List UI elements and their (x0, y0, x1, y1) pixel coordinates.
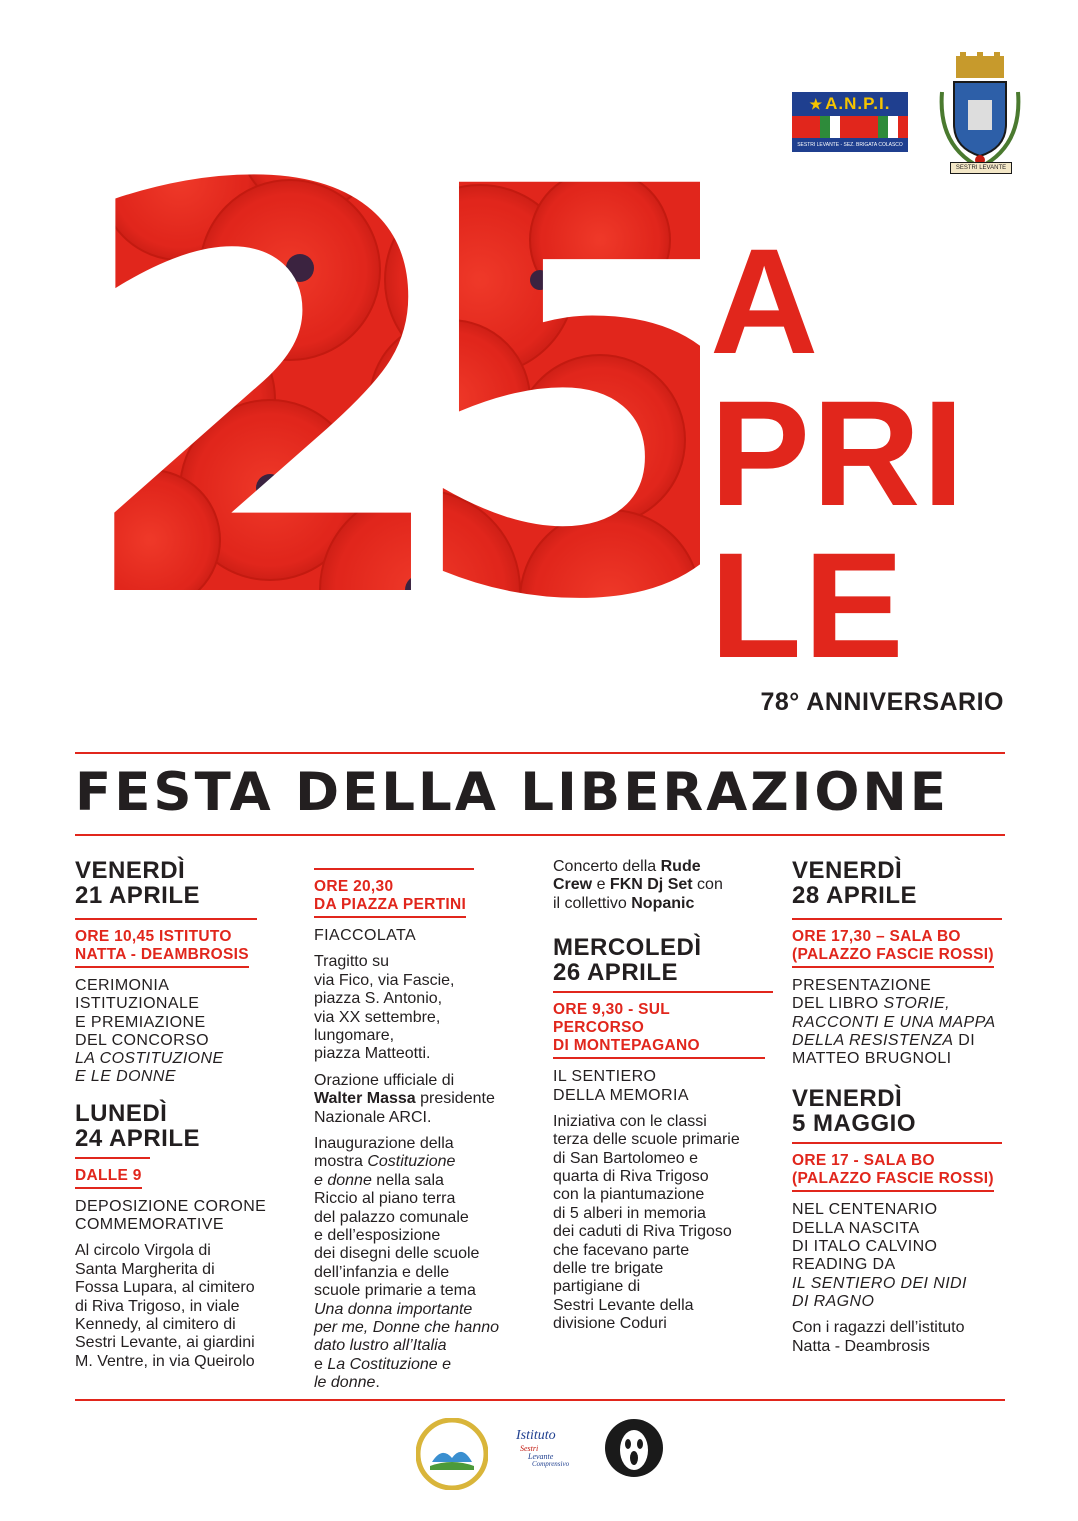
desc-line: Iniziativa con le classi (553, 1112, 707, 1130)
event-title (792, 977, 1007, 1068)
hero-25-poppies (60, 70, 700, 710)
day-date: 28 APRILE (792, 882, 917, 909)
event-italic: IL SENTIERO DEI NIDI (792, 1274, 967, 1292)
anpi-subtitle: SESTRI LEVANTE - SEZ. BRIGATA COLASCO (792, 138, 908, 152)
desc-line: di 5 alberi in memoria (553, 1204, 706, 1222)
istituto-type: Comprensivo (532, 1460, 570, 1468)
desc-text: Concerto della (553, 858, 661, 875)
day-date: 21 APRILE (75, 882, 200, 909)
day-name: VENERDÌ (792, 857, 903, 884)
day-date: 5 MAGGIO (792, 1110, 917, 1138)
desc-line: Riccio al piano terra (314, 1190, 456, 1208)
location-line: DA PIAZZA PERTINI (314, 896, 466, 918)
desc-line: Nazionale ARCI. (314, 1108, 432, 1126)
desc-italic: le donne (314, 1374, 376, 1392)
istituto-city: Sestri (520, 1444, 539, 1453)
event-line: DELLA NASCITA (792, 1219, 920, 1237)
istituto-label: Istituto (516, 1428, 556, 1443)
desc-line: del palazzo comunale (314, 1208, 469, 1226)
desc-line: piazza S. Antonio, (314, 990, 443, 1008)
title-rule-top (75, 752, 1005, 754)
event-text: DI (953, 1031, 976, 1049)
desc-line: e dell’esposizione (314, 1226, 441, 1244)
concert-description (553, 858, 773, 913)
time-line: ORE 10,45 ISTITUTO (75, 928, 232, 945)
star-icon: ★ (809, 95, 824, 112)
column-2 (314, 868, 539, 1393)
desc-italic: La Costituzione e (327, 1355, 451, 1373)
day-name: VENERDÌ (75, 857, 186, 884)
desc-line: via XX settembre, (314, 1008, 441, 1026)
date-heading (75, 1101, 295, 1151)
event-line-italic: E LE DONNE (75, 1068, 176, 1086)
istituto-city-2: Levante (528, 1452, 554, 1461)
exhibition-description (314, 1135, 539, 1393)
time-location (553, 991, 773, 1059)
column-4 (792, 858, 1007, 1356)
desc-line: Kennedy, al cimitero di (75, 1316, 236, 1333)
day-name: LUNEDÌ (75, 1099, 168, 1127)
event-line: DI ITALO CALVINO (792, 1238, 938, 1256)
footer-logo-3 (604, 1418, 664, 1483)
desc-line: partigiane di (553, 1278, 641, 1296)
aprile-line-1: A (710, 217, 821, 385)
column-1 (75, 858, 295, 1371)
event-title (75, 1198, 295, 1235)
event-line: DELLA MEMORIA (553, 1086, 689, 1104)
event-line: E PREMIAZIONE (75, 1013, 206, 1031)
desc-italic: Una donna importante (314, 1300, 473, 1318)
aprile-word (710, 217, 1010, 689)
event-italic: DELLA RESISTENZA (792, 1031, 954, 1049)
event-description (75, 1242, 295, 1371)
location-line: (PALAZZO FASCIE ROSSI) (792, 1170, 994, 1192)
event-text: DEL LIBRO (792, 995, 884, 1013)
desc-line: M. Ventre, in via Queirolo (75, 1352, 255, 1370)
desc-line: piazza Matteotti. (314, 1045, 431, 1063)
event-line: DEL CONCORSO (75, 1031, 210, 1049)
desc-line: Fossa Lupara, al cimitero (75, 1279, 255, 1297)
desc-line: che facevano parte (553, 1241, 690, 1259)
desc-line: via Fico, via Fascie, (314, 971, 455, 989)
desc-line: dei caduti di Riva Trigoso (553, 1223, 732, 1241)
footer-logo-1 (416, 1418, 488, 1495)
route-description (314, 953, 539, 1063)
event-italic: RACCONTI E UNA MAPPA (792, 1013, 996, 1031)
location-line: (PALAZZO FASCIE ROSSI) (792, 946, 994, 968)
desc-line: di San Bartolomeo e (553, 1149, 698, 1167)
event-title (792, 1201, 1007, 1311)
date-heading (792, 858, 1007, 908)
desc-line: Tragitto su (314, 953, 389, 971)
location-line: DI MONTEPAGANO (553, 1037, 765, 1059)
time-line: ORE 17 - SALA BO (792, 1152, 935, 1170)
footer-rule (75, 1399, 1005, 1401)
day-name: VENERDÌ (792, 1085, 903, 1113)
event-line: READING DA (792, 1256, 896, 1274)
event-line: IL SENTIERO (553, 1068, 657, 1086)
time-line: ORE 9,30 - SUL PERCORSO (553, 1001, 670, 1037)
event-line: MATTEO BRUGNOLI (792, 1050, 952, 1068)
desc-line: delle tre brigate (553, 1260, 664, 1278)
desc-italic: Costituzione (367, 1153, 456, 1171)
title-rule-bottom (75, 834, 1005, 836)
desc-line: Inaugurazione della (314, 1134, 454, 1152)
event-line: ISTITUZIONALE (75, 995, 200, 1013)
date-heading (792, 1086, 1007, 1136)
desc-text: il collettivo (553, 894, 632, 912)
event-line: NEL CENTENARIO (792, 1201, 938, 1219)
desc-line: terza delle scuole primarie (553, 1131, 740, 1149)
event-line: CERIMONIA (75, 977, 170, 994)
desc-line: Sestri Levante, ai giardini (75, 1334, 255, 1352)
crest-icon (934, 52, 1026, 174)
desc-text: e (592, 876, 610, 894)
desc-italic: e donne (314, 1171, 372, 1189)
desc-line: Con i ragazzi dell’istituto (792, 1319, 965, 1337)
event-description (792, 1319, 1007, 1356)
desc-line: Sestri Levante della (553, 1296, 694, 1314)
day-date: 26 APRILE (553, 959, 678, 987)
speech-description (314, 1072, 539, 1127)
time-location (75, 918, 257, 968)
event-description (553, 1113, 773, 1334)
desc-line: Santa Margherita di (75, 1260, 215, 1278)
desc-text: nella sala (371, 1171, 444, 1189)
day-name: MERCOLEDÌ (553, 934, 702, 962)
page-title: FESTA DELLA LIBERAZIONE (75, 762, 949, 823)
time-location (75, 1157, 150, 1189)
time-location (792, 918, 1002, 968)
desc-line: scuole primarie a tema (314, 1282, 476, 1300)
comune-crest-logo (934, 52, 1026, 174)
event-line-italic: LA COSTITUZIONE (75, 1050, 224, 1068)
desc-line: dei disegni delle scuole (314, 1245, 480, 1263)
desc-line: Al circolo Virgola di (75, 1242, 211, 1260)
aprile-line-3: LE (710, 521, 906, 689)
speaker-name: Walter Massa (314, 1090, 416, 1108)
desc-text: presidente (415, 1090, 495, 1108)
desc-italic: dato lustro all’Italia (314, 1337, 447, 1355)
day-date: 24 APRILE (75, 1124, 200, 1152)
band-name: FKN Dj Set (609, 876, 693, 894)
desc-italic: per me, Donne che hanno (314, 1319, 500, 1337)
band-name: Rude (660, 858, 701, 875)
desc-text: mostra (314, 1153, 368, 1171)
band-name: Crew (553, 876, 593, 894)
event-title: FIACCOLATA (314, 927, 417, 944)
anniversary-label: 78° ANNIVERSARIO (760, 688, 1004, 716)
desc-text: . (375, 1374, 380, 1392)
event-line: COMMEMORATIVE (75, 1216, 224, 1234)
time-line: ORE 20,30 (314, 878, 394, 895)
desc-line: Natta - Deambrosis (792, 1337, 930, 1355)
desc-text: con (692, 876, 723, 894)
association-logo-icon (416, 1418, 488, 1490)
aprile-line-2: PRI (710, 369, 967, 537)
desc-line: di Riva Trigoso, in viale (75, 1297, 240, 1315)
desc-text: e (314, 1355, 328, 1373)
event-title (553, 1068, 773, 1105)
date-heading (553, 935, 773, 985)
scream-mask-icon (604, 1418, 664, 1478)
location-line: NATTA - DEAMBROSIS (75, 946, 249, 968)
event-italic: STORIE, (883, 995, 950, 1013)
time-location (792, 1142, 1002, 1192)
time-location (314, 868, 474, 918)
band-name: Nopanic (631, 894, 695, 912)
desc-line: lungomare, (314, 1026, 395, 1044)
crest-banner: SESTRI LEVANTE (950, 162, 1012, 174)
event-title (75, 977, 295, 1087)
event-line: PRESENTAZIONE (792, 977, 932, 994)
column-3 (553, 858, 773, 1334)
desc-line: quarta di Riva Trigoso (553, 1168, 709, 1186)
event-italic: DI RAGNO (792, 1292, 875, 1310)
desc-line: con la piantumazione (553, 1186, 705, 1204)
time-line: ORE 17,30 – SALA BO (792, 928, 961, 945)
anpi-logo (792, 92, 908, 156)
event-line: DEPOSIZIONE CORONE (75, 1197, 267, 1215)
desc-line: Orazione ufficiale di (314, 1071, 455, 1089)
desc-line: dell’infanzia e delle (314, 1263, 450, 1281)
istituto-logo (516, 1428, 576, 1478)
anpi-name: A.N.P.I. (825, 94, 891, 113)
desc-line: divisione Coduri (553, 1315, 667, 1333)
time-line: DALLE 9 (75, 1167, 142, 1189)
date-heading (75, 858, 295, 908)
